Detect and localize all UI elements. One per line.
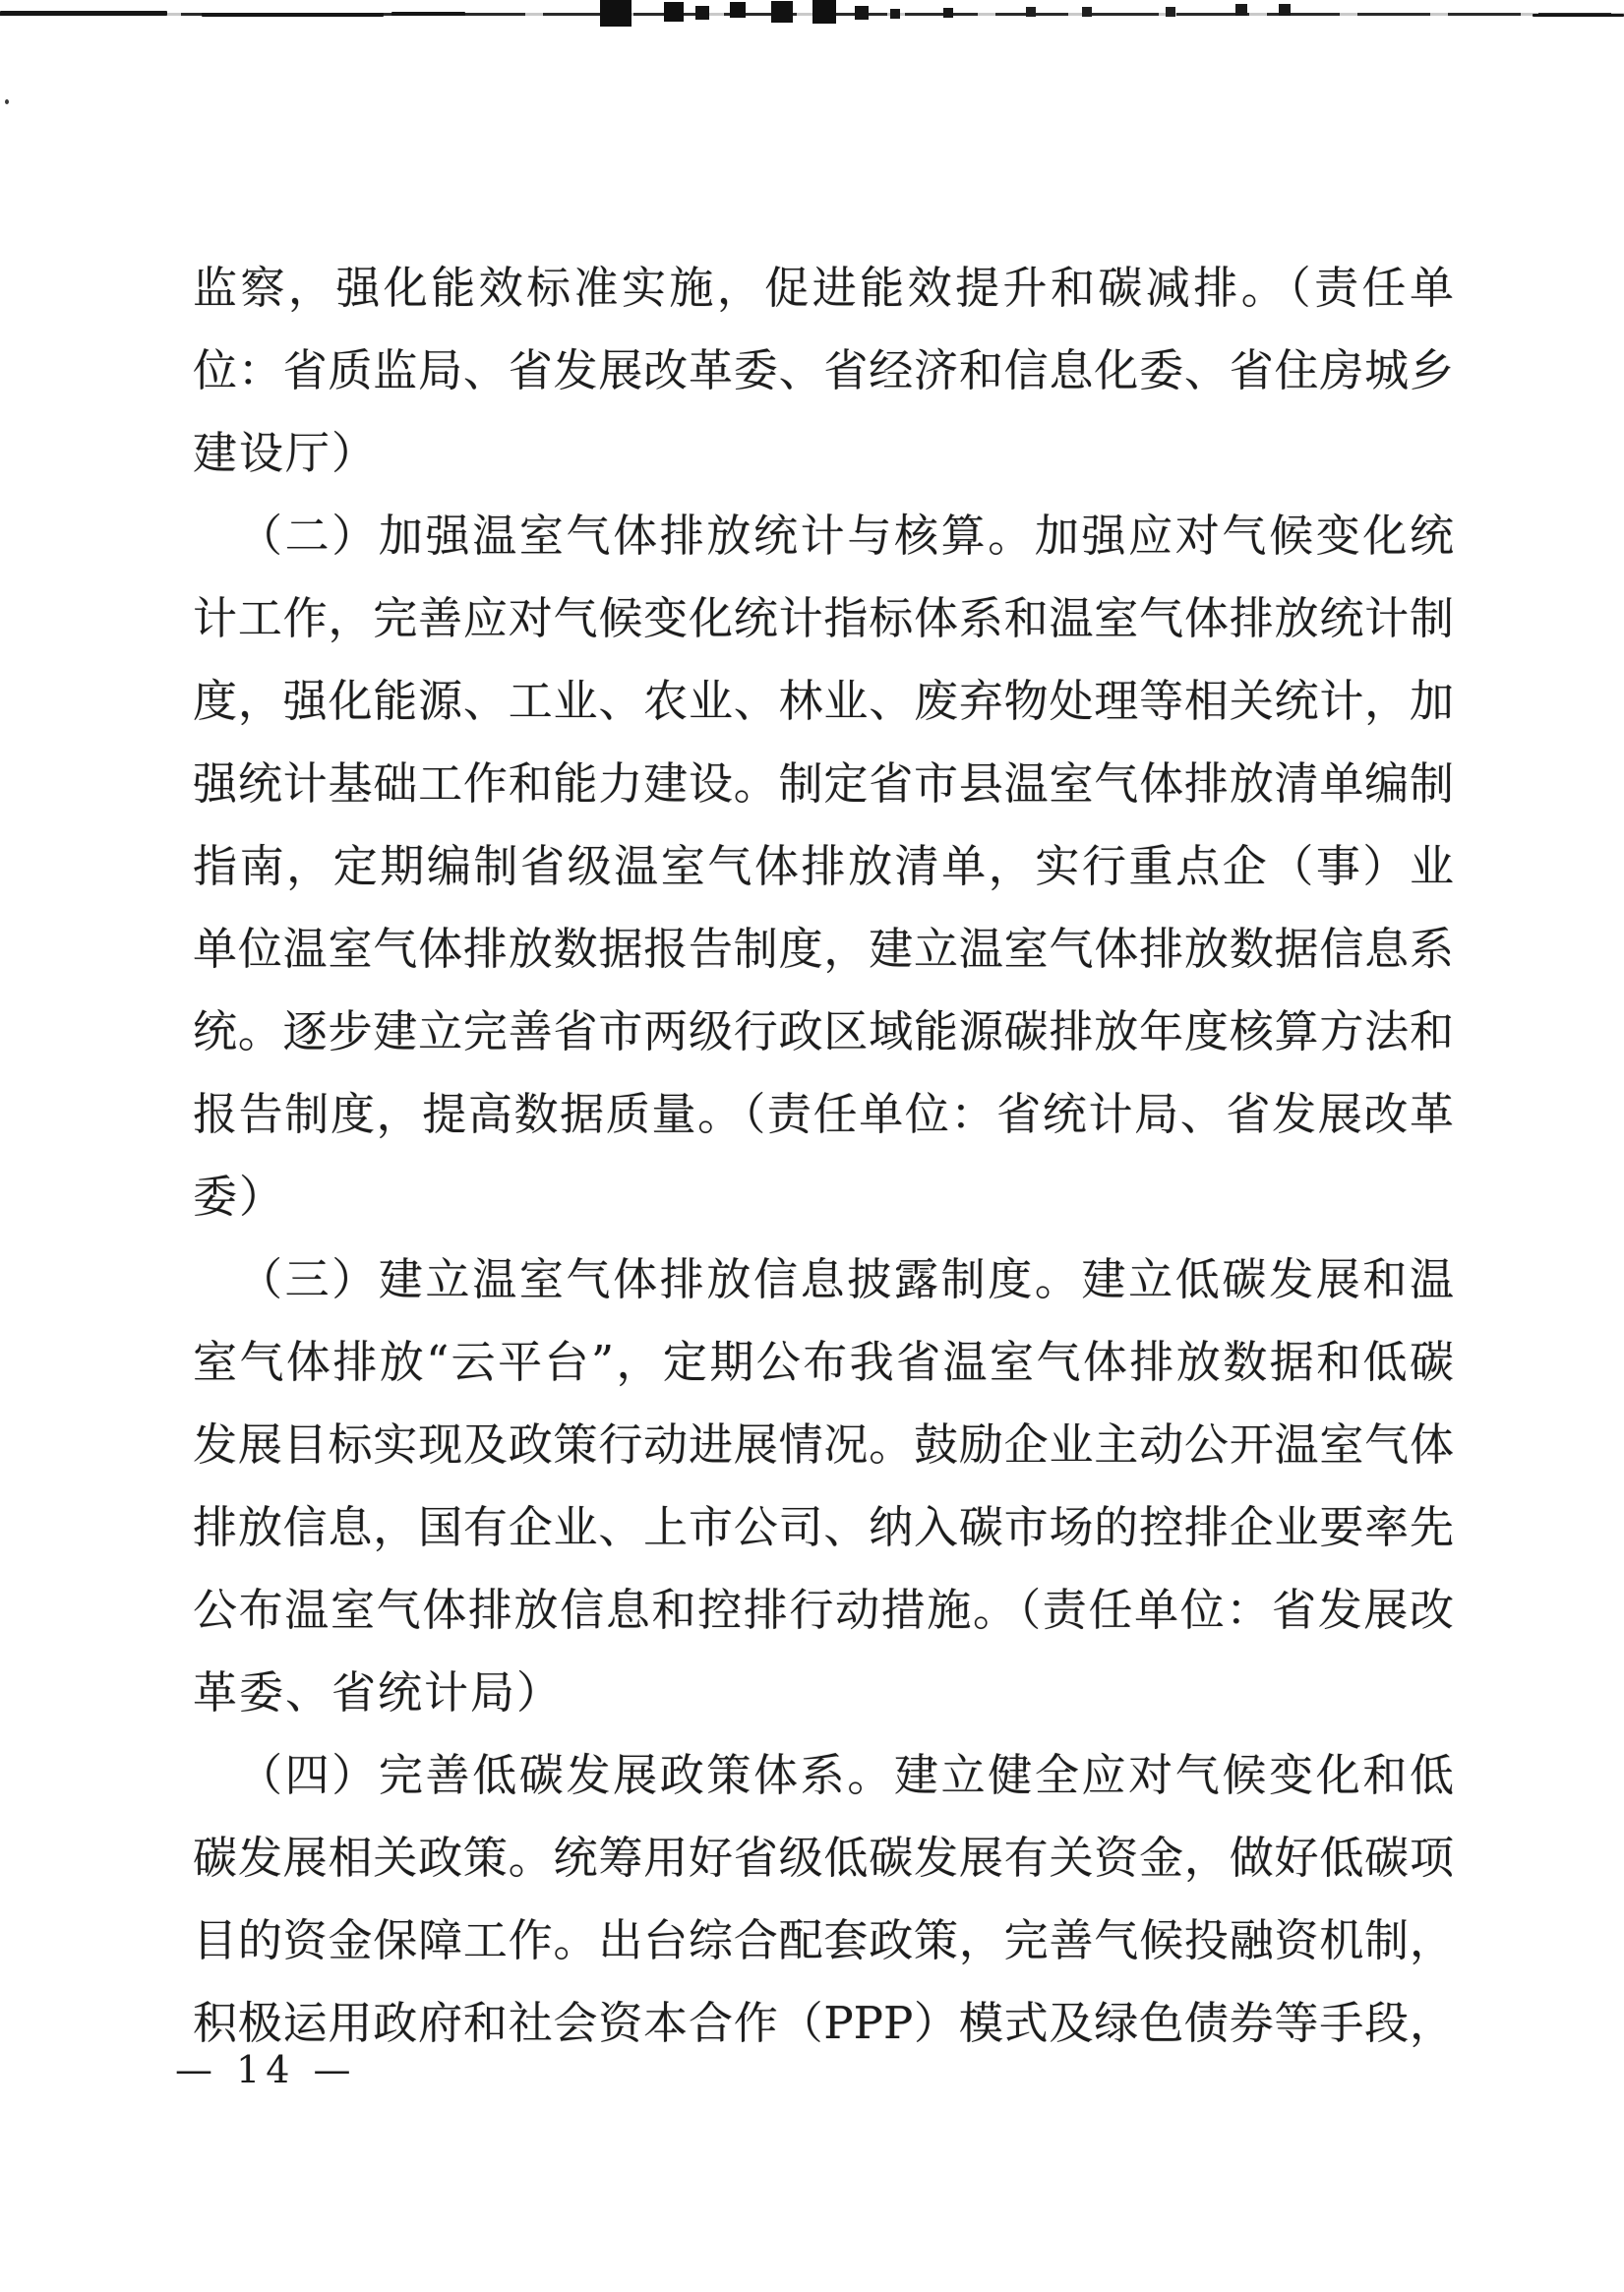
- text-line: 计工作，完善应对气候变化统计指标体系和温室气体排放统计制: [193, 592, 1454, 644]
- text-line: 监察，强化能效标准实施，促进能效提升和碳减排。（责任单: [193, 262, 1454, 314]
- scan-artifact-segment: [0, 11, 167, 16]
- text-line: 报告制度，提高数据质量。（责任单位：省统计局、省发展改革: [193, 1088, 1454, 1140]
- text-line: （三）建立温室气体排放信息披露制度。建立低碳发展和温: [238, 1253, 1454, 1305]
- text-line: 室气体排放“云平台”，定期公布我省温室气体排放数据和低碳: [193, 1336, 1454, 1388]
- text-line: （二）加强温室气体排放统计与核算。加强应对气候变化统: [238, 510, 1454, 562]
- text-line: （四）完善低碳发展政策体系。建立健全应对气候变化和低: [238, 1749, 1454, 1801]
- text-line: 位：省质监局、省发展改革委、省经济和信息化委、省住房城乡: [193, 344, 1454, 396]
- text-line: 度，强化能源、工业、农业、林业、废弃物处理等相关统计，加: [193, 675, 1454, 727]
- text-line: 统。逐步建立完善省市两级行政区域能源碳排放年度核算方法和: [193, 1005, 1454, 1057]
- text-line: 碳发展相关政策。统筹用好省级低碳发展有关资金，做好低碳项: [193, 1832, 1454, 1884]
- text-line: 革委、省统计局）: [193, 1666, 564, 1719]
- text-line: 单位温室气体排放数据报告制度，建立温室气体排放数据信息系: [193, 923, 1454, 975]
- scan-artifact-segment: [202, 13, 384, 17]
- body-text: [193, 247, 1454, 2065]
- scan-artifact-segment: [391, 12, 465, 16]
- text-line: 强统计基础工作和能力建设。制定省市县温室气体排放清单编制: [193, 757, 1454, 810]
- text-line: 目的资金保障工作。出台综合配套政策，完善气候投融资机制，: [193, 1914, 1454, 1966]
- scan-artifact-segment: [1533, 14, 1624, 17]
- text-line: 建设厅）: [193, 427, 379, 479]
- text-line: 委）: [193, 1171, 286, 1223]
- text-line: 公布温室气体排放信息和控排行动措施。（责任单位：省发展改: [193, 1584, 1454, 1636]
- scan-artifact-blobs: [0, 0, 4, 4]
- text-line: 指南，定期编制省级温室气体排放清单，实行重点企（事）业: [193, 840, 1454, 892]
- text-line: 排放信息，国有企业、上市公司、纳入碳市场的控排企业要率先: [193, 1501, 1454, 1553]
- text-line: 发展目标实现及政策行动进展情况。鼓励企业主动公开温室气体: [193, 1418, 1454, 1471]
- page-number: — 14 —: [175, 2048, 357, 2091]
- scan-artifact-dot: [5, 99, 9, 104]
- text-line: 积极运用政府和社会资本合作（PPP）模式及绿色债券等手段，: [193, 1997, 1454, 2049]
